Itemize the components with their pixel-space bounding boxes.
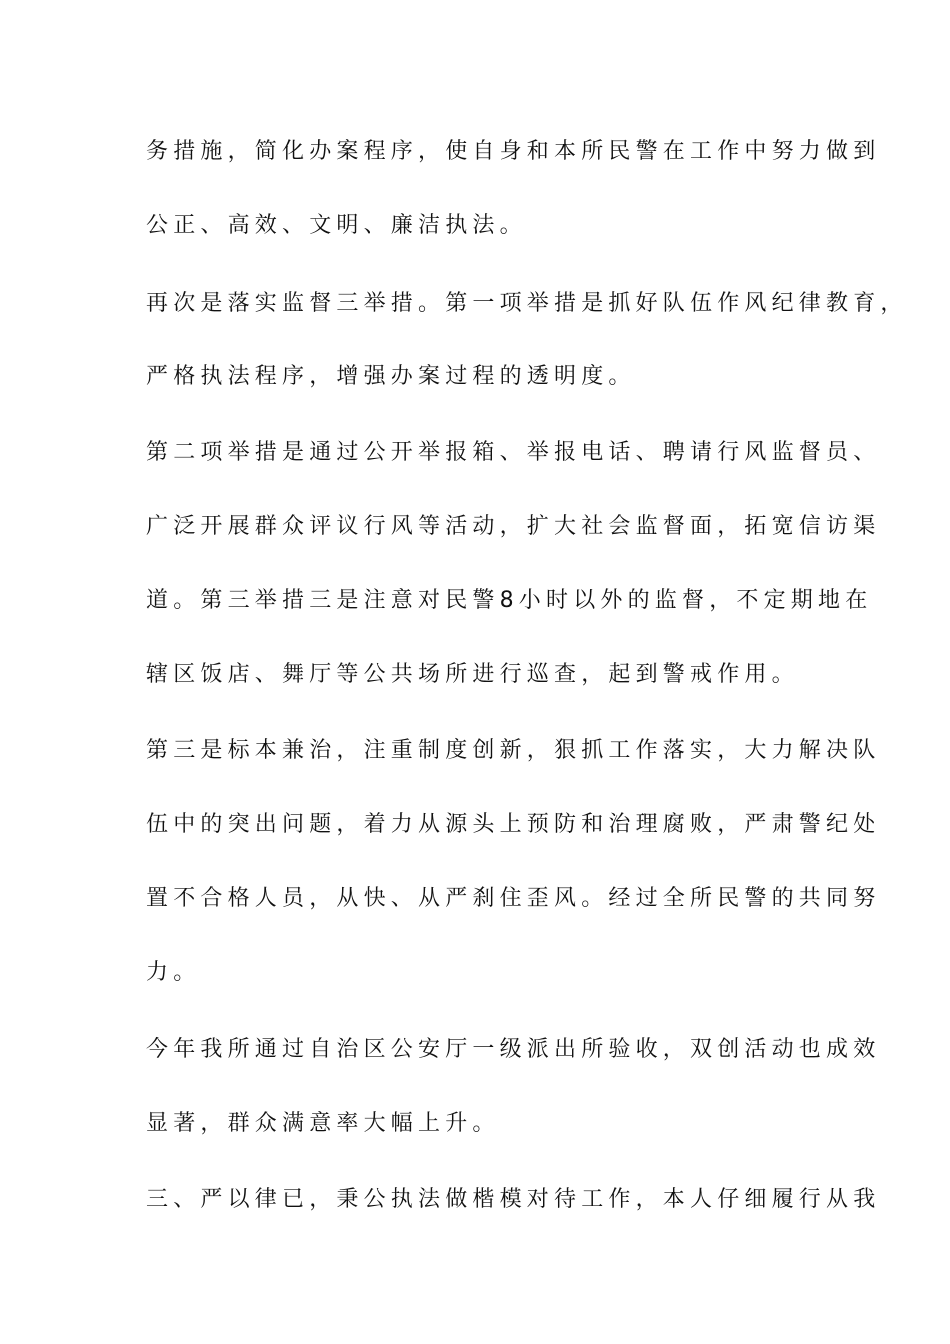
text-line-11: 置不合格人员，从快、从严刹住歪风。经过全所民警的共同努: [146, 886, 881, 911]
text-line-5: 第二项举措是通过公开举报箱、举报电话、聘请行风监督员、: [146, 440, 881, 465]
text-line-6: 广泛开展群众评议行风等活动，扩大社会监督面，拓宽信访渠: [146, 514, 881, 539]
text-line-4: 严格执法程序，增强办案过程的透明度。: [146, 364, 636, 389]
text-line-14: 显著，群众满意率大幅上升。: [146, 1111, 500, 1136]
text-line-10: 伍中的突出问题，着力从源头上预防和治理腐败，严肃警纪处: [146, 812, 881, 837]
text-line-13: 今年我所通过自治区公安厅一级派出所验收，双创活动也成效: [146, 1037, 881, 1062]
text-line-7: 道。第三举措三是注意对民警8小时以外的监督，不定期地在: [146, 588, 873, 613]
text-line-9: 第三是标本兼治，注重制度创新，狠抓工作落实，大力解决队: [146, 738, 881, 763]
text-line-8: 辖区饭店、舞厅等公共场所进行巡查，起到警戒作用。: [146, 662, 799, 687]
text-line-2: 公正、高效、文明、廉洁执法。: [146, 213, 527, 238]
text-line-15: 三、严以律已，秉公执法做楷模对待工作，本人仔细履行从我: [146, 1187, 881, 1212]
text-line-1: 务措施，简化办案程序，使自身和本所民警在工作中努力做到: [146, 139, 881, 164]
text-line-3: 再次是落实监督三举措。第一项举措是抓好队伍作风纪律教育，: [146, 291, 908, 316]
text-line-12: 力。: [146, 960, 201, 985]
